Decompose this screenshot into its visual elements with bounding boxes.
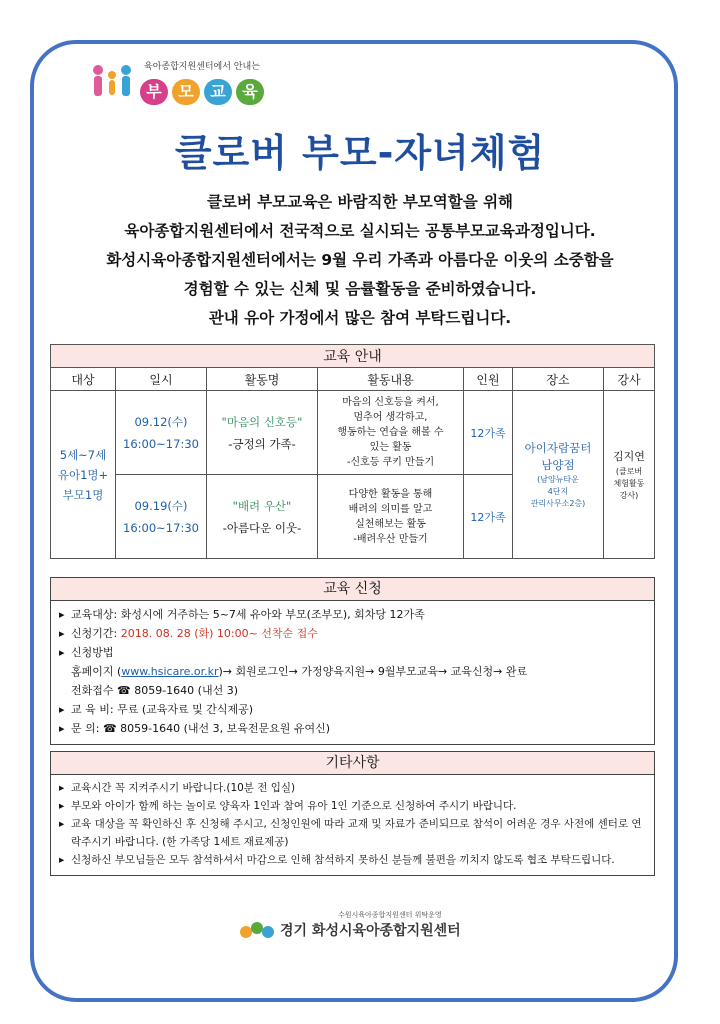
list-item — [59, 624, 646, 643]
logo-char-3: 교 — [204, 79, 232, 105]
intro-line: 관내 유아 가정에서 많은 참여 부탁드립니다. — [208, 309, 512, 327]
activity-subtitle: -아름다운 이웃- — [222, 520, 302, 535]
other-item: 교육 대상을 꼭 확인하신 후 신청해 주시고, 신청인원에 따라 교재 및 자료가 준비되므로 참석이 어려운 경우 사전에 센터로 연락주시기 바랍니다. (한 가족당 1세트 재료제공) — [71, 818, 642, 848]
content-cell — [318, 475, 464, 559]
apply-period-value: 2018. 08. 28 (화) 10:00~ 선착순 접수 — [120, 627, 318, 640]
footer-center-name: 경기 화성시육아종합지원센터 — [280, 923, 461, 939]
footer-small-text: 수원시육아종합지원센터 위탁운영 — [338, 911, 442, 919]
arrow-icon: ▸ — [59, 800, 65, 812]
homepage-label: 홈페이지 ( — [71, 665, 122, 678]
schedule-title: 교육 안내 — [51, 345, 655, 368]
apply-fee: 교 육 비: 무료 (교육자료 및 간식제공) — [71, 703, 254, 716]
list-item — [59, 719, 646, 738]
target-line: 부모1명 — [62, 487, 104, 502]
intro-line: 육아종합지원센터에서 전국적으로 실시되는 공통부모교육과정입니다. — [124, 222, 596, 240]
place-cell — [513, 391, 604, 559]
apply-phone: 전화접수 ☎ 8059-1640 (내선 3) — [71, 684, 238, 697]
parent-education-logo — [88, 57, 278, 109]
other-item: 부모와 아이가 함께 하는 놀이로 양육자 1인과 참여 유아 1인 기준으로 신청하여 주시기 바랍니다. — [71, 800, 517, 812]
instructor-detail: 강사) — [619, 490, 639, 500]
datetime-cell — [116, 391, 207, 475]
list-item — [59, 681, 646, 700]
content-line: -배려우산 만들기 — [353, 533, 428, 545]
activity-name: "배려 우산" — [232, 498, 292, 513]
activity-subtitle: -긍정의 가족- — [228, 436, 296, 451]
content-line: 다양한 활동을 통해 — [348, 488, 433, 500]
other-title: 기타사항 — [51, 752, 654, 775]
list-item — [59, 605, 646, 624]
content-line: -신호등 쿠키 만들기 — [346, 457, 435, 468]
arrow-icon: ▸ — [59, 703, 65, 716]
arrow-icon: ▸ — [59, 646, 65, 659]
list-item — [59, 779, 646, 797]
datetime-cell — [116, 475, 207, 559]
col-header-datetime: 일시 — [116, 368, 207, 391]
intro-line: 화성시육아종합지원센터에서는 9월 우리 가족과 아름다운 이웃의 소중함을 — [106, 251, 614, 269]
arrow-icon: ▸ — [59, 608, 65, 621]
list-item — [59, 662, 646, 681]
activity-name: "마음의 신호등" — [221, 414, 303, 429]
col-header-place: 장소 — [513, 368, 604, 391]
family-icon — [88, 61, 138, 107]
list-item — [59, 797, 646, 815]
apply-contact: 문 의: ☎ 8059-1640 (내선 3, 보육전문요원 유여신) — [71, 722, 331, 735]
content-line: 배려의 의미를 알고 — [348, 503, 433, 515]
session-time: 16:00~17:30 — [123, 436, 199, 451]
count-cell: 12가족 — [464, 475, 513, 559]
list-item — [59, 851, 646, 869]
place-detail: 관리사무소2층) — [530, 498, 586, 508]
center-logo-icon — [238, 918, 276, 944]
logo-char-2: 모 — [172, 79, 200, 105]
list-item — [59, 815, 646, 851]
place-detail: (남양뉴타운 — [537, 474, 579, 484]
list-item — [59, 700, 646, 719]
content-line: 있는 활동 — [369, 442, 412, 453]
logo-char-4: 육 — [236, 79, 264, 105]
target-line: 5세~7세 — [59, 447, 107, 462]
instructor-detail: (클로버 — [615, 466, 643, 476]
place-name: 아이자람꿈터 — [524, 440, 592, 455]
place-detail: 4단지 — [547, 486, 569, 496]
footer-logo — [238, 910, 478, 946]
instructor-cell — [604, 391, 655, 559]
arrow-icon: ▸ — [59, 722, 65, 735]
other-item: 교육시간 꼭 지켜주시기 바랍니다.(10분 전 입실) — [71, 782, 296, 794]
intro-line: 클로버 부모교육은 바람직한 부모역할을 위해 — [206, 193, 514, 211]
count-cell: 12가족 — [464, 391, 513, 475]
intro-line: 경험할 수 있는 신체 및 음률활동을 준비하였습니다. — [183, 280, 537, 298]
content-line: 실천해보는 활동 — [355, 518, 426, 530]
arrow-icon: ▸ — [59, 627, 65, 640]
homepage-link[interactable]: www.hsicare.or.kr — [121, 665, 219, 678]
session-date: 09.19(수) — [134, 498, 188, 513]
apply-panel — [50, 577, 655, 745]
logo-small-text: 육아종합지원센터에서 안내는 — [144, 62, 260, 72]
logo-char-1: 부 — [140, 79, 168, 105]
apply-period-label: 신청기간: — [71, 627, 118, 640]
session-date: 09.12(수) — [134, 414, 188, 429]
apply-method-label: 신청방법 — [71, 646, 114, 659]
homepage-path: )→ 회원로그인→ 가정양육지원→ 9월부모교육→ 교육신청→ 완료 — [218, 665, 528, 678]
intro-paragraph — [40, 188, 680, 333]
activity-cell — [207, 475, 318, 559]
schedule-table — [50, 344, 655, 559]
page-title: 클로버 부모-자녀체험 — [174, 131, 546, 175]
content-line: 행동하는 연습을 해볼 수 — [337, 427, 444, 438]
content-line: 멈추어 생각하고, — [353, 412, 428, 423]
apply-title: 교육 신청 — [51, 578, 654, 601]
col-header-activity: 활동명 — [207, 368, 318, 391]
instructor-detail: 체험활동 — [613, 478, 645, 488]
content-line: 마음의 신호등을 켜서, — [342, 397, 439, 408]
instructor-name: 김지연 — [613, 449, 645, 463]
place-name: 남양점 — [541, 457, 575, 472]
col-header-target: 대상 — [51, 368, 116, 391]
other-panel — [50, 751, 655, 876]
session-time: 16:00~17:30 — [123, 520, 199, 535]
arrow-icon: ▸ — [59, 854, 65, 866]
list-item — [59, 643, 646, 662]
arrow-icon: ▸ — [59, 782, 65, 794]
content-cell — [318, 391, 464, 475]
target-line: 유아1명+ — [57, 467, 109, 482]
col-header-instructor: 강사 — [604, 368, 655, 391]
activity-cell — [207, 391, 318, 475]
table-row — [51, 391, 655, 475]
col-header-count: 인원 — [464, 368, 513, 391]
apply-target: 교육대상: 화성시에 거주하는 5~7세 유아와 부모(조부모), 회차당 12가족 — [71, 608, 425, 621]
arrow-icon: ▸ — [59, 818, 65, 830]
col-header-content: 활동내용 — [318, 368, 464, 391]
target-cell — [51, 391, 116, 559]
other-item: 신청하신 부모님들은 모두 참석하셔서 마감으로 인해 참석하지 못하신 분들께 불편을 끼치지 않도록 협조 부탁드립니다. — [71, 854, 615, 866]
